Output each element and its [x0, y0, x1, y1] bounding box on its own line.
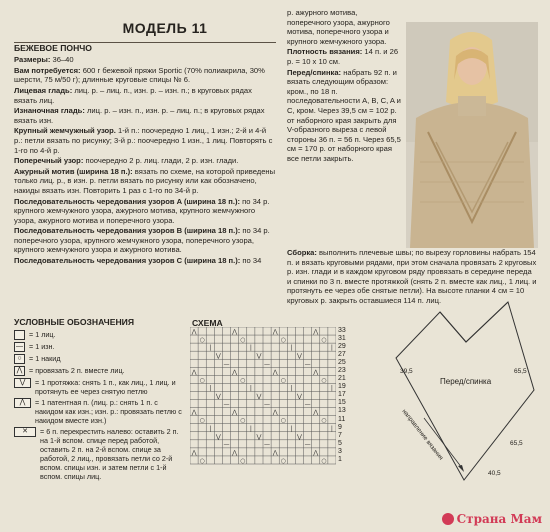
legend-symbol-icon: ○ [14, 354, 25, 364]
paragraph-text: лиц. р. – изн. п., изн. р. – лиц. п.; в круговых рядах вязать изн. [14, 106, 265, 125]
paragraph-label: Плотность вязания: [287, 47, 363, 57]
legend-item [14, 398, 184, 425]
paragraph-text: 36–40 [50, 55, 74, 65]
legend [14, 318, 184, 483]
legend-text: = 1 лиц. [29, 330, 56, 339]
paragraph-text: поочередно 2 р. лиц. глади, 2 р. изн. глади. [83, 156, 239, 166]
row-number: 31 [338, 335, 346, 343]
model-title: МОДЕЛЬ 11 [122, 20, 208, 36]
pattern-text-right [287, 8, 402, 165]
legend-text: = провязать 2 п. вместе лиц. [29, 366, 125, 375]
paragraph-text: 14 п. и 26 р. = 10 х 10 см. [287, 47, 399, 66]
stitch-symbol-icon: | [249, 425, 252, 433]
stitch-symbol-icon: ○ [240, 417, 246, 425]
paragraph-text: вязать по схеме, на которой приведены только лиц. р., в изн. р. петли вязать по рисунку или как обозначено, накиды вязать изн. Повторить 1 раз с 1-го по 34-й р. [14, 166, 276, 195]
paragraph-text: по 34 р. поперечного узора, крупного жемчужного узора, поперечного узора, крупного жемчужного узора и ажурного мотива. [14, 226, 270, 255]
legend-symbol-icon: ⋀ [14, 398, 31, 408]
legend-symbol-icon [14, 330, 25, 340]
text-paragraph [287, 47, 402, 66]
paragraph-label: Ажурный мотив (ширина 18 п.): [14, 166, 133, 176]
row-number: 7 [338, 431, 342, 439]
paragraph-text: набрать 92 п. и вязать следующим образом: кром., по 18 п. последовательности A, B, C, A и C, кром. Через 39,5 см = 102 р. от наборного края закрыть для V-образного выреза с левой стороны 36 п. = 56 п. Через 65,5 см = 170 р. от наборного края все петли закрыть. [287, 67, 401, 163]
stitch-symbol-icon: ○ [240, 336, 246, 344]
legend-item [14, 366, 184, 376]
pattern-subtitle: БЕЖЕВОЕ ПОНЧО [14, 42, 92, 53]
stitch-symbol-icon: | [330, 384, 333, 392]
text-paragraph [14, 256, 276, 266]
stitch-symbol-icon: — [304, 441, 311, 449]
paragraph-label: Поперечный узор: [14, 156, 84, 166]
paragraph-label: Лицевая гладь: [14, 85, 73, 95]
stitch-symbol-icon: ⋀ [232, 449, 238, 457]
stitch-symbol-icon: — [264, 401, 271, 409]
stitch-symbol-icon: | [249, 384, 252, 392]
paragraph-label: Перед/спинка: [287, 67, 342, 77]
stitch-symbol-icon: ○ [321, 417, 327, 425]
stitch-symbol-icon: — [304, 401, 311, 409]
stitch-symbol-icon: ○ [240, 457, 246, 465]
stitch-symbol-icon: | [290, 425, 293, 433]
schematic-diagram [388, 300, 538, 500]
diagram-dim-right: 65,5 [514, 368, 527, 375]
stitch-symbol-icon: ⋀ [232, 328, 238, 336]
row-number: 29 [338, 343, 346, 351]
stitch-symbol-icon: ⋀ [232, 409, 238, 417]
paragraph-text: 600 г бежевой пряжи Sportic (70% полиакрила, 30% шерсти, 75 м/50 г); длинные круговые спицы № 6. [14, 65, 265, 85]
stitch-symbol-icon: | [290, 344, 293, 352]
paragraph-label: Крупный жемчужный узор. [14, 126, 116, 136]
knitting-chart [190, 327, 336, 467]
text-paragraph [14, 66, 276, 85]
model-photo [406, 22, 538, 248]
diagram-direction-label: направление вязания [400, 408, 445, 462]
paragraph-text: 1-й п.: поочередно 1 лиц., 1 изн.; 2-й и 4-й р.: петли вязать по рисунку; 3-й р.: поочередно 1 изн., 1 лиц. Повторять с 1-го по 4-й р. [14, 126, 273, 155]
text-paragraph [14, 197, 276, 226]
text-paragraph [287, 68, 402, 164]
legend-text: = 1 патентная п. (лиц. р.: снять 1 п. с накидом как изн.; изн. р.: провязать петлю с накидом вместе изн.) [35, 398, 182, 425]
legend-symbol-icon: ✕ [14, 427, 36, 437]
stitch-symbol-icon: ○ [199, 417, 205, 425]
watermark: Страна Мам [442, 512, 542, 526]
legend-text: = 1 накид [29, 354, 61, 363]
stitch-symbol-icon: ○ [280, 457, 286, 465]
title-rule [14, 42, 276, 43]
chart-title: СХЕМА [192, 318, 223, 328]
stitch-symbol-icon: ⋁ [215, 352, 221, 360]
row-number: 11 [338, 415, 346, 423]
paragraph-label: Последовательность чередования узоров A (ширина 18 п.): [14, 196, 241, 206]
stitch-symbol-icon: ⋀ [191, 409, 197, 417]
legend-item [14, 427, 184, 481]
legend-item [14, 330, 184, 340]
stitch-symbol-icon: — [264, 360, 271, 368]
stitch-symbol-icon: ⋁ [215, 393, 221, 401]
row-number: 19 [338, 383, 346, 391]
text-paragraph [14, 156, 276, 166]
legend-text: = 1 протяжка: снять 1 п., как лиц., 1 лиц. и протянуть ее через снятую петлю [35, 378, 176, 396]
text-paragraph [14, 226, 276, 255]
pattern-text-left [14, 20, 276, 267]
stitch-symbol-icon: ○ [199, 376, 205, 384]
stitch-symbol-icon: ⋀ [191, 328, 197, 336]
legend-text: = 1 изн. [29, 342, 55, 351]
stitch-symbol-icon: ⋀ [313, 328, 319, 336]
row-number: 33 [338, 327, 346, 334]
watermark-logo-icon [442, 513, 454, 525]
legend-text: = 6 п. перекрестить налево: оставить 2 п. на 1-й вспом. спице перед работой, оставить 2 п. на 2-й вспом. спице за работой, 2 лиц., провязать петли со 2-й вспом. спицы изн. и затем петли с 1-й вспом. спицы лиц. [40, 427, 179, 481]
assembly-text [287, 248, 537, 307]
stitch-symbol-icon: ⋁ [256, 393, 262, 401]
stitch-symbol-icon: | [209, 344, 212, 352]
stitch-symbol-icon: ○ [240, 376, 246, 384]
stitch-symbol-icon: | [330, 425, 333, 433]
stitch-symbol-icon: ○ [280, 417, 286, 425]
stitch-symbol-icon: — [304, 360, 311, 368]
stitch-symbol-icon: ⋁ [256, 433, 262, 441]
paragraph-label: Размеры: [14, 55, 51, 65]
row-number: 5 [338, 439, 342, 447]
paragraph-text: по 34 [240, 256, 262, 266]
paragraph-label: Изнаночная гладь: [14, 106, 85, 116]
legend-item [14, 342, 184, 352]
stitch-symbol-icon: ○ [199, 336, 205, 344]
row-number: 25 [338, 359, 346, 367]
stitch-symbol-icon: ⋀ [272, 409, 278, 417]
stitch-symbol-icon: ○ [321, 457, 327, 465]
paragraph-label: Сборка: [287, 248, 317, 257]
legend-item [14, 354, 184, 364]
stitch-symbol-icon: ⋀ [313, 449, 319, 457]
row-number: 3 [338, 447, 342, 455]
text-paragraph [14, 167, 276, 196]
legend-symbol-icon: ⋁ [14, 378, 31, 388]
row-number: 17 [338, 391, 346, 399]
chart-row-numbers [338, 327, 346, 464]
diagram-label: Перед/спинка [440, 377, 492, 386]
paragraph-label: Вам потребуется: [14, 65, 81, 75]
text-paragraph [14, 106, 276, 125]
stitch-symbol-icon: ⋀ [232, 368, 238, 376]
stitch-symbol-icon: ○ [280, 376, 286, 384]
diagram-dim-lower: 40,5 [488, 470, 501, 477]
text-paragraph [14, 55, 276, 65]
stitch-symbol-icon: ⋀ [191, 368, 197, 376]
text-paragraph [287, 8, 402, 46]
row-number: 21 [338, 375, 346, 383]
paragraph-label: Последовательность чередования узоров С (ширина 18 п.): [14, 256, 241, 266]
row-number: 1 [338, 455, 342, 463]
stitch-symbol-icon: ⋀ [191, 449, 197, 457]
stitch-symbol-icon: ○ [199, 457, 205, 465]
stitch-symbol-icon: ⋀ [272, 328, 278, 336]
stitch-symbol-icon: — [223, 360, 230, 368]
row-number: 23 [338, 367, 346, 375]
stitch-symbol-icon: ⋀ [313, 368, 319, 376]
legend-title: УСЛОВНЫЕ ОБОЗНАЧЕНИЯ [14, 317, 135, 327]
poncho-photo-illustration [406, 22, 538, 248]
legend-symbol-icon: — [16, 343, 23, 350]
paragraph-label: Последовательность чередования узоров B (ширина 18 п.): [14, 226, 241, 236]
stitch-symbol-icon: ⋁ [297, 393, 302, 401]
stitch-symbol-icon: ⋁ [297, 433, 302, 441]
stitch-symbol-icon: — [223, 441, 230, 449]
stitch-symbol-icon: | [330, 344, 333, 352]
stitch-symbol-icon: ⋀ [313, 409, 319, 417]
text-paragraph [287, 248, 537, 306]
stitch-symbol-icon: ⋀ [272, 368, 278, 376]
diagram-dim-bottom: 65,5 [510, 440, 523, 447]
stitch-symbol-icon: ○ [321, 376, 327, 384]
stitch-symbol-icon: ⋁ [297, 352, 302, 360]
stitch-symbol-icon: — [223, 401, 230, 409]
stitch-symbol-icon: ⋁ [256, 352, 262, 360]
stitch-symbol-icon: ○ [280, 336, 286, 344]
stitch-symbol-icon: | [249, 344, 252, 352]
row-number: 9 [338, 423, 342, 431]
stitch-symbol-icon: ⋀ [272, 449, 278, 457]
paragraph-text: р. ажурного мотива, поперечного узора, ажурного мотива, поперечного узора и крупного жемчужного узора. [287, 8, 390, 46]
text-paragraph [14, 126, 276, 155]
stitch-symbol-icon: ○ [321, 336, 327, 344]
stitch-symbol-icon: | [209, 384, 212, 392]
paragraph-text: по 34 р. крупного жемчужного узора, ажурного мотива, крупного жемчужного узора, ажурного мотива и поперечного узора. [14, 196, 270, 225]
row-number: 15 [338, 399, 346, 407]
paragraph-text: лиц. р. – лиц. п., изн. р. – изн. п.; в круговых рядах вязать лиц. [14, 85, 252, 105]
stitch-symbol-icon: ⋁ [215, 433, 221, 441]
row-number: 13 [338, 407, 346, 415]
stitch-symbol-icon: | [290, 384, 293, 392]
row-number: 27 [338, 351, 346, 359]
legend-item [14, 378, 184, 396]
text-paragraph [14, 86, 276, 105]
stitch-symbol-icon: — [264, 441, 271, 449]
legend-symbol-icon: ⋀ [14, 366, 25, 376]
paragraph-text: выполнить плечевые швы; по вырезу горловины набрать 154 п. и вязать круговыми рядами, при этом сначала провязать 2 круговых р. изн. глади и в каждом круговом ряду провязать в середине переда и спинки по 3 п. вместе протяжкой (снять 2 п. вместе как лиц., 1 лиц. и протянуть ее через обе снятые петли). На высоте планки 4 см = 10 круговых р. закрыть оставшиеся 114 п. лиц. [287, 248, 537, 305]
stitch-symbol-icon: | [209, 425, 212, 433]
diagram-dim-left: 39,5 [400, 368, 413, 375]
